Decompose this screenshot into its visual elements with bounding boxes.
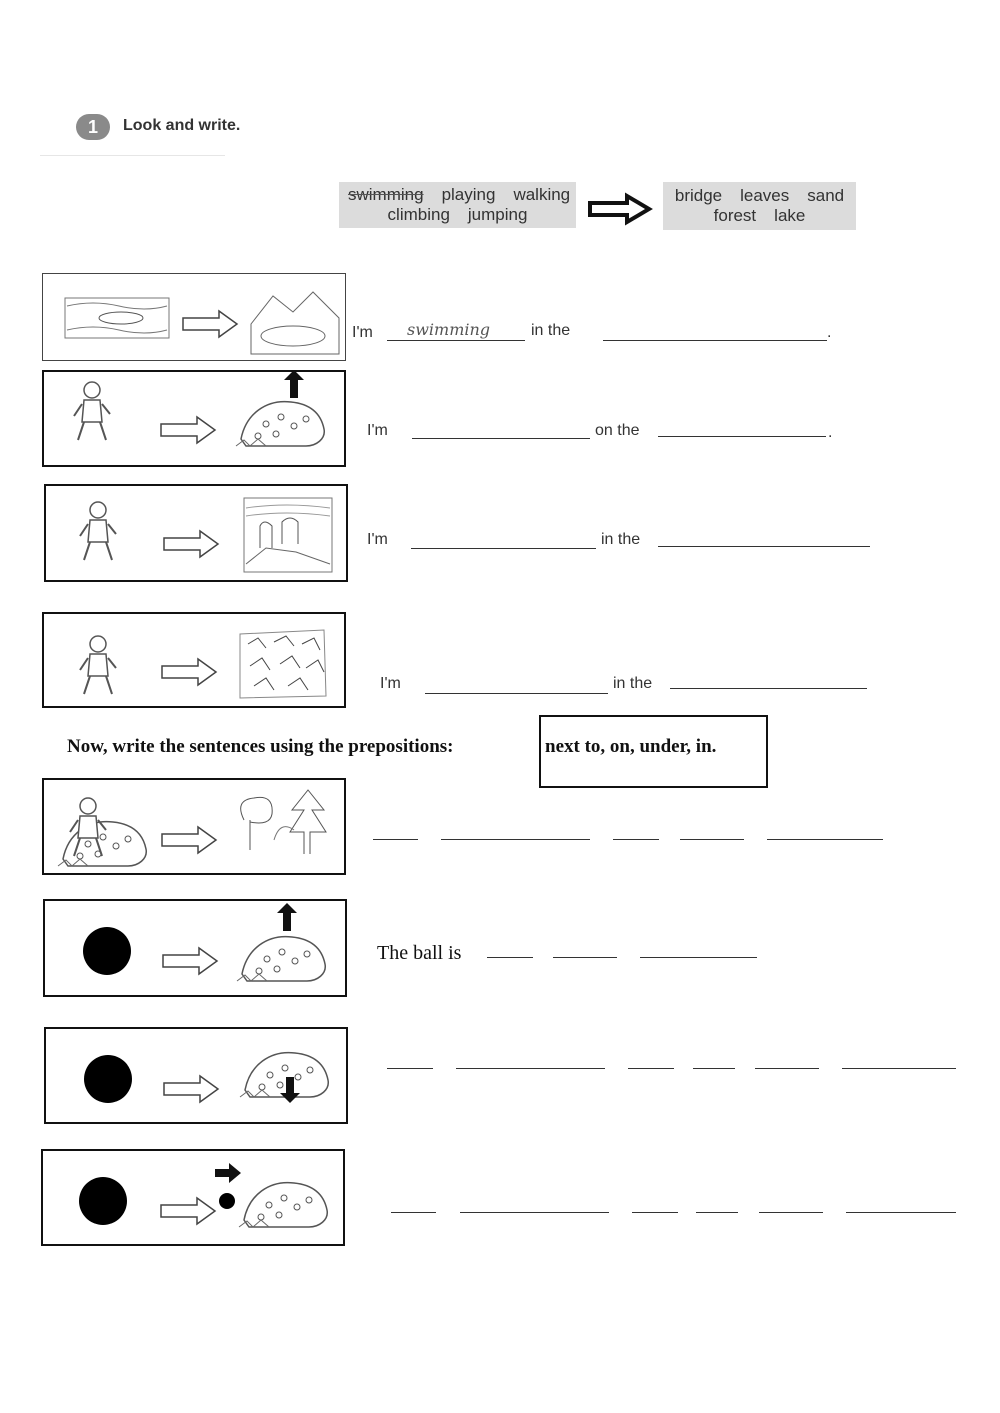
climbing-next-to-forest-image [44,780,348,877]
picture-box [41,1149,345,1246]
places-word-box [663,182,856,230]
answer-line [842,1068,956,1069]
picture-box [44,484,348,582]
picture-box [42,370,346,467]
picture-box [42,612,346,708]
place-word: leaves [740,186,790,205]
answer-line [693,1068,735,1069]
picture-box [42,273,346,361]
sentence-middle: in the [613,675,653,692]
prepositions-list: next to, on, under, in. [545,736,717,757]
ball-on-rock-image [45,901,349,999]
answer-line [613,839,659,840]
sentence-end: . [828,424,833,441]
prepositions-box [539,715,768,788]
answer-line [658,546,870,547]
place-word: sand [807,186,845,205]
verb-word: jumping [467,205,528,224]
answer-line [628,1068,674,1069]
verb-word: swimming [348,185,424,204]
sentence-middle: in the [601,531,641,548]
answer-line [387,340,525,341]
sentence-start: I'm [380,675,401,692]
picture-box [43,899,347,997]
answer-line [391,1212,436,1213]
answer-line [640,957,757,958]
playing-in-sand-image [46,486,350,584]
sentence-end: . [827,324,832,341]
exercise-instruction: Look and write. [123,117,241,134]
answer-line [670,688,867,689]
answer-line [373,839,418,840]
ball-sentence-start: The ball is [377,942,462,964]
answer-line [387,1068,433,1069]
jumping-in-leaves-image [44,614,348,710]
answer-line [658,436,826,437]
picture-box [42,778,346,875]
answer-line [632,1212,678,1213]
sentence-start: I'm [367,531,388,548]
place-word: lake [774,206,806,225]
right-arrow-icon [587,193,653,225]
answer-line [412,438,590,439]
answer-line [425,693,608,694]
ball-next-to-rock-image [43,1151,347,1248]
answer-line [487,957,533,958]
place-word: bridge [674,186,723,205]
answer-line [460,1212,609,1213]
header-divider [40,155,225,156]
verb-word: playing [441,185,496,204]
answer-line [411,548,596,549]
answer-line [755,1068,819,1069]
answer-line [456,1068,605,1069]
answer-line [767,839,883,840]
verbs-word-box [339,182,576,228]
sentence-middle: on the [595,422,640,439]
answer-line [759,1212,823,1213]
picture-box [44,1027,348,1124]
answer-line [846,1212,956,1213]
exercise-number-badge: 1 [76,114,110,140]
ball-under-rock-image [46,1029,350,1126]
answer-line [603,340,827,341]
place-word: forest [713,206,757,225]
answer-line [696,1212,738,1213]
sentence-middle: in the [531,322,571,339]
walking-on-rock-image [44,372,348,469]
sentence-start: I'm [352,324,373,341]
part2-instruction: Now, write the sentences using the prepositions: [67,736,454,757]
verb-word: walking [513,185,571,204]
verb-word: climbing [387,205,450,224]
example-answer: swimming [407,320,491,339]
sentence-start: I'm [367,422,388,439]
answer-line [680,839,744,840]
answer-line [553,957,617,958]
swimmer-image [43,274,347,362]
answer-line [441,839,590,840]
